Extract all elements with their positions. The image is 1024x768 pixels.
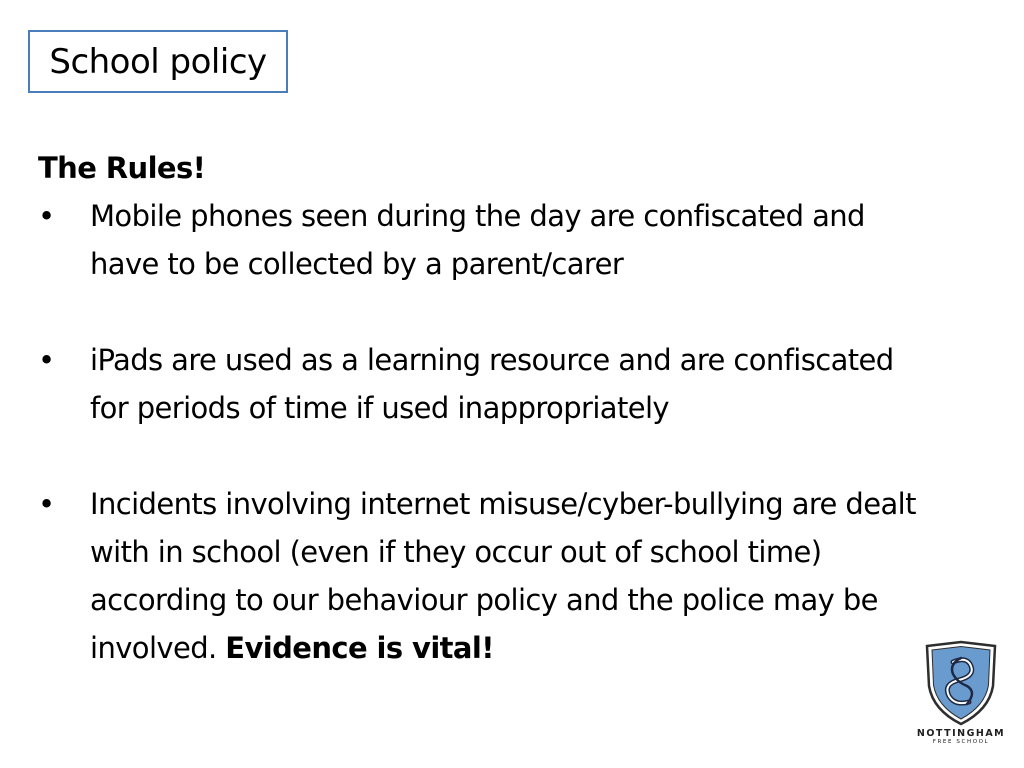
bullet-icon: • [38,487,55,521]
rules-list [38,192,918,672]
slide-title: School policy [49,41,267,82]
rule-item-incidents [38,480,918,672]
rule-text: Mobile phones seen during the day are confiscated and have to be collected by a parent/carer [90,199,865,281]
rule-text: Incidents involving internet misuse/cyber-bullying are dealt with in school (even if they occur out of school time) according to our behaviour policy and the police may be involved. [90,487,916,665]
rule-text: iPads are used as a learning resource and are confiscated for periods of time if used inappropriately [90,343,894,425]
bullet-icon: • [38,199,55,233]
shield-crest-icon [923,640,999,726]
rule-item-phones [38,192,918,288]
bullet-icon: • [38,343,55,377]
logo-subtitle: FREE SCHOOL [932,739,990,745]
rule-emphasis: Evidence is vital! [225,631,494,665]
logo-name: NOTTINGHAM [916,728,1006,739]
rules-heading: The Rules! [38,151,206,185]
rule-item-ipads [38,336,918,432]
slide-title-box [28,30,288,93]
school-logo [913,640,1009,752]
slide-content [38,144,918,672]
